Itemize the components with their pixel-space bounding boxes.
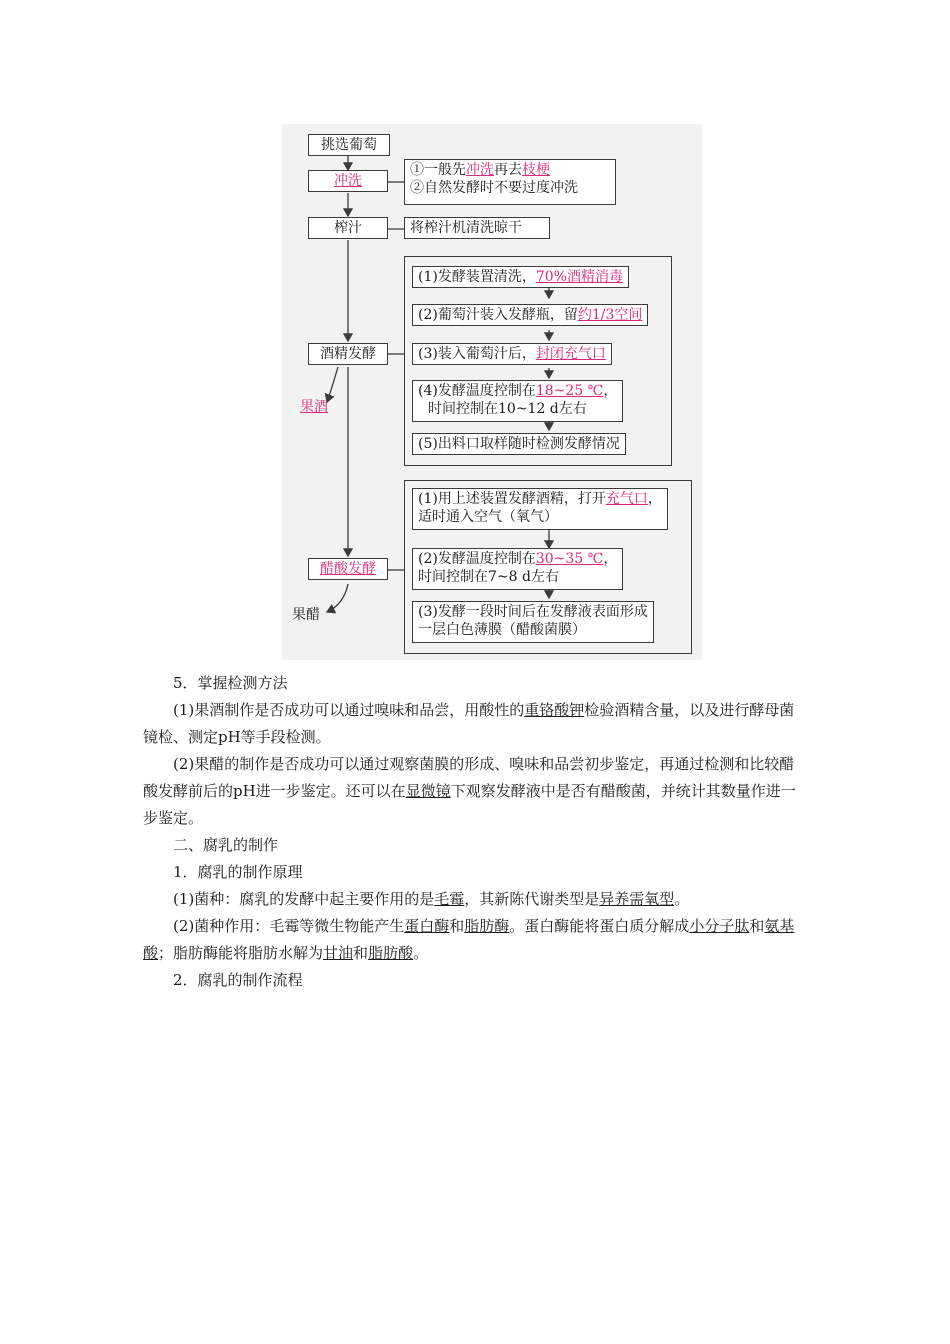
alc4-c: ， bbox=[603, 383, 618, 399]
p1-c: 检验酒精含量，以及进行酵母菌镜检、测定pH等手段检测。 bbox=[143, 701, 795, 746]
wash-note-1-d: 枝梗 bbox=[522, 162, 550, 178]
alcohol-step-1 bbox=[412, 266, 629, 288]
p4-e: 。蛋白酶能将蛋白质分解成 bbox=[509, 917, 690, 935]
p2-c: 下观察发酵液中是否有醋酸菌，并统计其数量作进一步鉴定。 bbox=[143, 782, 796, 827]
heading-sufu-process bbox=[143, 967, 808, 994]
juice-note-text: 将榨汁机清洗晾干 bbox=[410, 220, 522, 236]
output-fruit-vinegar-label: 果醋 bbox=[292, 607, 320, 623]
p4-i: ；脂肪酶能将脂肪水解为 bbox=[158, 944, 324, 962]
step-acetic-label: 醋酸发酵 bbox=[320, 561, 376, 577]
wash-notes bbox=[404, 159, 616, 205]
heading-detection-methods bbox=[143, 670, 808, 697]
ace3-a: (3)发酵一段时间后在发酵液表面形成 bbox=[418, 604, 648, 620]
alc1-b: 70%酒精消毒 bbox=[535, 269, 623, 285]
heading-sufu bbox=[143, 832, 808, 859]
alc2-a: (2)葡萄汁装入发酵瓶，留 bbox=[418, 307, 578, 323]
ace2-d: 时间控制在7~8 d左右 bbox=[418, 569, 559, 585]
alcohol-step-4 bbox=[412, 380, 623, 422]
alcohol-step-2 bbox=[412, 304, 648, 326]
alc1-a: (1)发酵装置清洗， bbox=[418, 269, 536, 285]
wash-note-1 bbox=[410, 161, 610, 179]
wash-note-1-b: 冲洗 bbox=[466, 162, 494, 178]
p4-g: 和 bbox=[749, 917, 765, 935]
acetic-step-3 bbox=[412, 601, 654, 643]
ace2-b: 30~35 ℃ bbox=[535, 551, 604, 567]
paragraph-strain-function bbox=[143, 913, 808, 967]
alc4-d: 时间控制在10~12 d左右 bbox=[428, 401, 587, 417]
output-fruit-wine-label: 果酒 bbox=[300, 399, 328, 415]
output-fruit-wine bbox=[300, 396, 328, 416]
ace1-d: 适时通入空气（氧气） bbox=[418, 509, 558, 525]
p4-b: 蛋白酶 bbox=[404, 917, 450, 935]
output-fruit-vinegar bbox=[292, 604, 320, 624]
p2-b: 显微镜 bbox=[405, 782, 451, 800]
step-wash-label: 冲洗 bbox=[334, 173, 362, 189]
p4-c: 和 bbox=[449, 917, 465, 935]
step-alcohol-fermentation bbox=[308, 343, 388, 365]
acetic-step-2 bbox=[412, 548, 623, 590]
alc3-a: (3)装入葡萄汁后， bbox=[418, 346, 536, 362]
alc3-b: 封闭充气口 bbox=[535, 346, 606, 362]
ace2-c: ， bbox=[603, 551, 618, 567]
step-acetic-fermentation bbox=[308, 558, 388, 580]
alc5: (5)出料口取样随时检测发酵情况 bbox=[418, 436, 620, 452]
step-wash bbox=[308, 170, 388, 192]
p4-m: 。 bbox=[413, 944, 429, 962]
wash-note-2: ②自然发酵时不要过度冲洗 bbox=[410, 180, 578, 196]
p4-f: 小分子肽 bbox=[689, 917, 750, 935]
p4-k: 和 bbox=[353, 944, 369, 962]
heading-sufu-principle bbox=[143, 859, 808, 886]
p3-c: ，其新陈代谢类型是 bbox=[464, 890, 600, 908]
wash-note-1-c: 再去 bbox=[494, 162, 522, 178]
p4-j: 甘油 bbox=[323, 944, 354, 962]
wash-note-1-a: ①一般先 bbox=[410, 162, 466, 178]
paragraph-wine-detection bbox=[143, 697, 808, 751]
alc2-b: 约1/3空间 bbox=[577, 307, 643, 323]
p4-d: 脂肪酶 bbox=[464, 917, 510, 935]
p3-a: (1)菌种：腐乳的发酵中起主要作用的是 bbox=[173, 890, 435, 908]
step-juice bbox=[308, 217, 388, 239]
p4-h: 氨基酸 bbox=[143, 917, 795, 962]
p3-e: 。 bbox=[674, 890, 690, 908]
ace1-b: 充气口 bbox=[605, 491, 648, 507]
ace1-c: ， bbox=[647, 491, 662, 507]
paragraph-vinegar-detection bbox=[143, 751, 808, 832]
ace3-b: 一层白色薄膜（醋酸菌膜） bbox=[418, 622, 586, 638]
flowchart-figure bbox=[282, 124, 702, 660]
alcohol-step-5 bbox=[412, 433, 626, 455]
heading-detection-methods-text: 5．掌握检测方法 bbox=[173, 674, 288, 692]
p1-b: 重铬酸钾 bbox=[524, 701, 585, 719]
p4-l: 脂肪酸 bbox=[368, 944, 414, 962]
ace1-a: (1)用上述装置发酵酒精，打开 bbox=[418, 491, 606, 507]
alcohol-step-3 bbox=[412, 343, 612, 365]
p1-a: (1)果酒制作是否成功可以通过嗅味和品尝，用酸性的 bbox=[173, 701, 525, 719]
p3-d: 异养需氧型 bbox=[599, 890, 675, 908]
step-select-label: 挑选葡萄 bbox=[321, 137, 377, 153]
step-select-grapes bbox=[308, 134, 390, 156]
heading-sufu-principle-text: 1．腐乳的制作原理 bbox=[173, 863, 303, 881]
heading-sufu-text: 二、腐乳的制作 bbox=[173, 836, 279, 854]
heading-sufu-process-text: 2．腐乳的制作流程 bbox=[173, 971, 303, 989]
step-alcohol-label: 酒精发酵 bbox=[320, 346, 376, 362]
acetic-step-1 bbox=[412, 488, 668, 530]
alc4-b: 18~25 ℃ bbox=[535, 383, 604, 399]
ace2-a: (2)发酵温度控制在 bbox=[418, 551, 536, 567]
alc4-a: (4)发酵温度控制在 bbox=[418, 383, 536, 399]
paragraph-strain bbox=[143, 886, 808, 913]
juice-note bbox=[404, 217, 550, 239]
p4-a: (2)菌种作用：毛霉等微生物能产生 bbox=[173, 917, 405, 935]
step-juice-label: 榨汁 bbox=[334, 220, 362, 236]
p2-a: (2)果醋的制作是否成功可以通过观察菌膜的形成、嗅味和品尝初步鉴定，再通过检测和比较醋酸发酵前后的pH进一步鉴定。还可以在 bbox=[143, 755, 795, 800]
p3-b: 毛霉 bbox=[434, 890, 465, 908]
